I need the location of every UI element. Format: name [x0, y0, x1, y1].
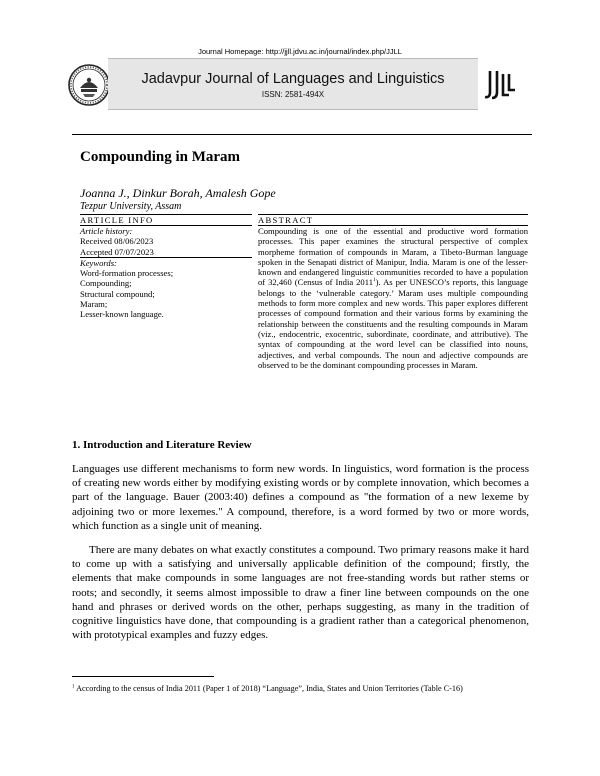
- section-heading: 1. Introduction and Literature Review: [72, 439, 252, 451]
- abstract-heading: ABSTRACT: [258, 214, 528, 226]
- journal-banner: [108, 58, 478, 110]
- journal-issn: ISSN: 2581-494X: [261, 90, 325, 99]
- footnote-number: 1: [72, 684, 75, 690]
- article-info-panel: [80, 214, 252, 320]
- article-info-heading: ARTICLE INFO: [80, 214, 252, 226]
- keyword-item: Structural compound;: [80, 288, 155, 299]
- footnote-text: According to the census of India 2011 (Paper 1 of 2018) “Language”, India, States and Union Territories (Table C-16): [76, 684, 463, 693]
- abstract-text: [258, 226, 528, 370]
- title-divider: [72, 134, 532, 135]
- abstract-text-part-a: Compounding is one of the essential and productive word formation processes. This paper examines the structural perspective of complex morpheme formation of compounds in Maram, a Tibeto-Burman language spoken in the Senapati district of Manipur, India. Maram is one of the lesser-known and endangered linguistic communities recorded to have a population of 32,460 (Census of India 2011: [258, 226, 528, 288]
- footnote-divider: [72, 676, 214, 677]
- author-affiliation: Tezpur University, Assam: [80, 201, 182, 212]
- article-history-label: Article history:: [80, 226, 133, 236]
- accepted-date: Accepted 07/07/2023: [80, 246, 154, 257]
- keyword-item: Word-formation processes;: [80, 268, 174, 279]
- received-date: Received 08/06/2023: [80, 236, 154, 247]
- paper-authors: Joanna J., Dinkur Borah, Amalesh Gope: [80, 186, 276, 200]
- journal-homepage-line: Journal Homepage: http://jjll.jdvu.ac.in/journal/index.php/JJLL: [198, 47, 402, 56]
- keyword-item: Compounding;: [80, 278, 132, 289]
- abstract-panel: [258, 214, 528, 370]
- keyword-item: Maram;: [80, 299, 108, 310]
- journal-header: [68, 58, 533, 110]
- journal-title: Jadavpur Journal of Languages and Linguistics: [141, 71, 445, 87]
- keyword-item: Lesser-known language.: [80, 309, 164, 320]
- body-paragraph-1: Languages use different mechanisms to form new words. In linguistics, word formation is the process of creating new words either by modifying existing words or by complete innovation, which becomes a part of the language. Bauer (2003:40) defines a compound as "the formation of a new lexeme by adjoining two or more lexemes." A compound, therefore, is a word formed by two or more words, which function as a single unit of meaning.: [72, 463, 529, 532]
- paper-title: Compounding in Maram: [80, 149, 241, 165]
- body-paragraph-2: There are many debates on what exactly constitutes a compound. Two primary reasons make it hard to come up with a satisfying and universally applicable definition of the compound; firstly, the elements that make compounds in some languages are not free-standing words but rather stems or roots; and secondly, it seems almost impossible to draw a finer line between compounds on the one hand and phrases or derived words on the other, perhaps suggesting, as many in the tradition of cognitive linguistics have done, that compounding is a gradient rather than a categorical phenomenon, with prototypical examples and fuzzy edges.: [72, 544, 529, 642]
- keywords-label: Keywords:: [80, 257, 252, 268]
- jjll-logo: [482, 68, 518, 102]
- footnote: [72, 683, 529, 695]
- university-seal-logo: [68, 64, 110, 106]
- abstract-text-part-b: ). As per UNESCO’s reports, this language belongs to the ‘vulnerable category.’ Maram uses multiple compounding methods to form more complex and new words. This paper explores different processes of compound formation and their various forms by examining the relationship between the constituents and the resulting compounds in Maram (viz., endocentric, exocentric, subordinate, coordinate, and attributive). The syntax of compounding at the word level can be classified into nouns, adjectives, and verbal compounds. The noun and adjective compounds are observed to be the dominant compounding processes in Maram.: [258, 277, 528, 370]
- footnote-marker[interactable]: 1: [373, 277, 376, 284]
